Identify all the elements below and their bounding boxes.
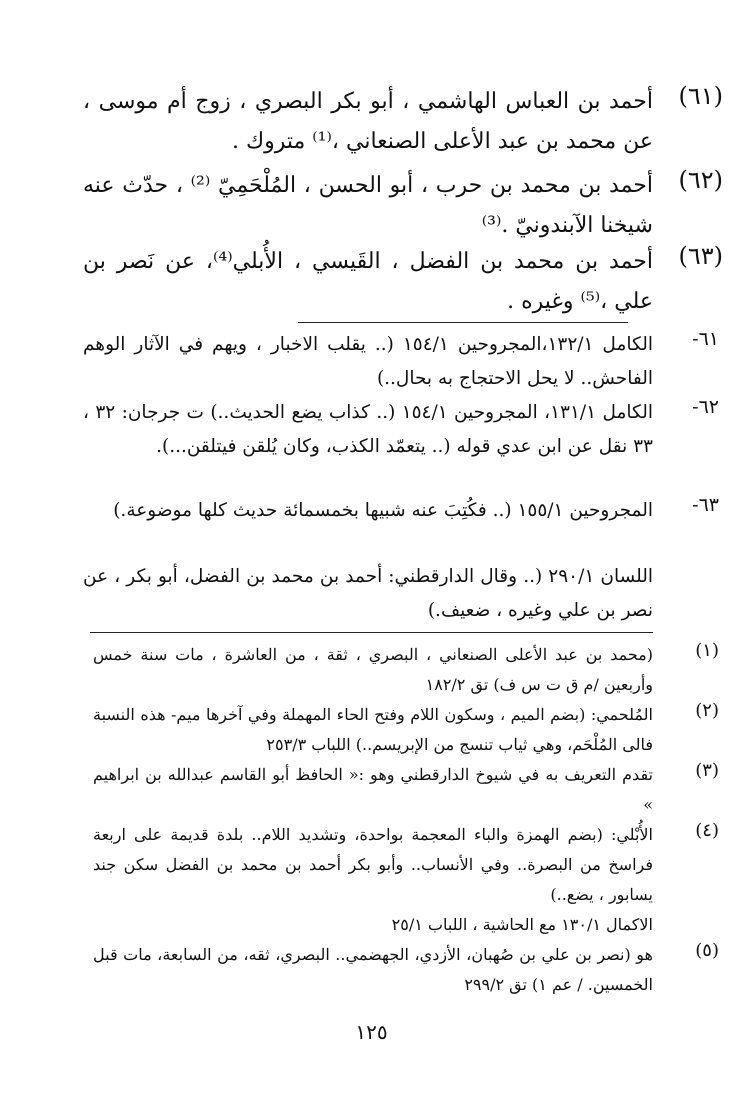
footnote-text: الاكمال ١٣٠/١ مع الحاشية ، اللباب ٢٥/١ [391, 915, 653, 934]
source-text: اللسان ٢٩٠/١ (.. وقال الدارقطني: أحمد بن محمد بن الفضل، أبو بكر ، عن نصر بن علي وغيره ، ضعيف.) [83, 566, 653, 621]
footnote-text: هو (نصر بن علي بن صُهبان، الأزدي، الجهضمي.. البصري، ثقه، من السابعة، مات قبل الخمسين. / عم ١) تق ٢٩٩/٢ [93, 945, 653, 994]
entry-number: (٦١) [678, 82, 723, 110]
footnote-number: (٢) [695, 700, 719, 721]
page-number: ١٢٥ [355, 1020, 388, 1044]
footnote-5 [93, 940, 719, 1000]
entry-number: (٦٣) [678, 242, 723, 270]
source-61 [83, 328, 719, 396]
source-number: ٦١- [692, 328, 719, 350]
footnote-text: (محمد بن عبد الأعلى الصنعاني ، البصري ، ثقة ، من العاشرة ، مات سنة خمس وأربعين /م ق ت س ف) تق ١٨٢/٢ [93, 645, 653, 694]
footnote-4-continuation [93, 910, 653, 940]
entry-number: (٦٢) [678, 166, 723, 194]
footnote-1 [93, 640, 719, 700]
source-number: ٦٣- [692, 494, 719, 516]
source-text: الكامل ١٣١/١، المجروحين ١٥٤/١ (.. كذاب يضع الحديث..) ت جرجان: ٣٢ ، ٣٣ نقل عن ابن عدي قوله (.. يتعمّد الكذب، وكان يُلقن فيتلقن...). [83, 402, 653, 457]
footnote-text: المُلحمي: (بضم الميم ، وسكون اللام وفتح الحاء المهملة وفي آخرها ميم- هذه النسبة فالى المُلْحَم، وهي ثياب تنسج من الإبريسم..) اللباب ٢٥٣/٣ [93, 705, 654, 754]
sources-divider [298, 322, 628, 323]
source-63 [83, 494, 719, 528]
source-63-lisan [83, 560, 653, 628]
footnote-3 [93, 760, 719, 820]
footnote-number: (٣) [695, 760, 719, 781]
footnote-number: (٥) [695, 940, 719, 961]
source-number: ٦٢- [692, 396, 719, 418]
footnote-4 [93, 820, 719, 910]
entry-62 [83, 166, 723, 246]
source-62 [83, 396, 719, 464]
footnote-number: (١) [695, 640, 719, 661]
footnote-text: تقدم التعريف به في شيوخ الدارقطني وهو :« الحافظ أبو القاسم عبدالله بن ابراهيم » [93, 765, 653, 814]
entry-61 [83, 82, 723, 162]
footnotes-divider [90, 632, 653, 633]
source-text: الكامل ١٣٢/١،المجروحين ١٥٤/١ (.. يقلب الاخبار ، ويهم في الآثار الوهم الفاحش.. لا يحل الاحتجاج به بحال..) [83, 334, 653, 389]
footnote-number: (٤) [695, 820, 719, 841]
entry-text: أحمد بن محمد بن حرب ، أبو الحسن ، المُلْحَمِيّ ⁽²⁾ ، حدّث عنه شيخنا الآبندونيّ .⁽³⁾ [83, 173, 653, 238]
entry-text: أحمد بن محمد بن الفضل ، القَيسي ، الأُبلي⁽⁴⁾، عن نَصر بن علي ،⁽⁵⁾ وغيره . [83, 249, 653, 314]
entry-63 [83, 242, 723, 322]
entry-text: أحمد بن العباس الهاشمي ، أبو بكر البصري ، زوج أم موسى ، عن محمد بن عبد الأعلى الصنعاني ،⁽¹⁾ متروك . [83, 89, 653, 154]
source-text: المجروحين ١٥٥/١ (.. فكُتِبَ عنه شبيها بخمسمائة حديث كلها موضوعة.) [113, 500, 653, 521]
footnote-text: الأُبْلي: (بضم الهمزة والباء المعجمة بواحدة، وتشديد اللام.. بلدة قديمة على اربعة فراسخ من البصرة.. وفي الأنساب.. وأبو بكر أحمد بن محمد بن الفضل سكن جند يسابور ، يضع..) [93, 825, 654, 904]
footnote-2 [93, 700, 719, 760]
